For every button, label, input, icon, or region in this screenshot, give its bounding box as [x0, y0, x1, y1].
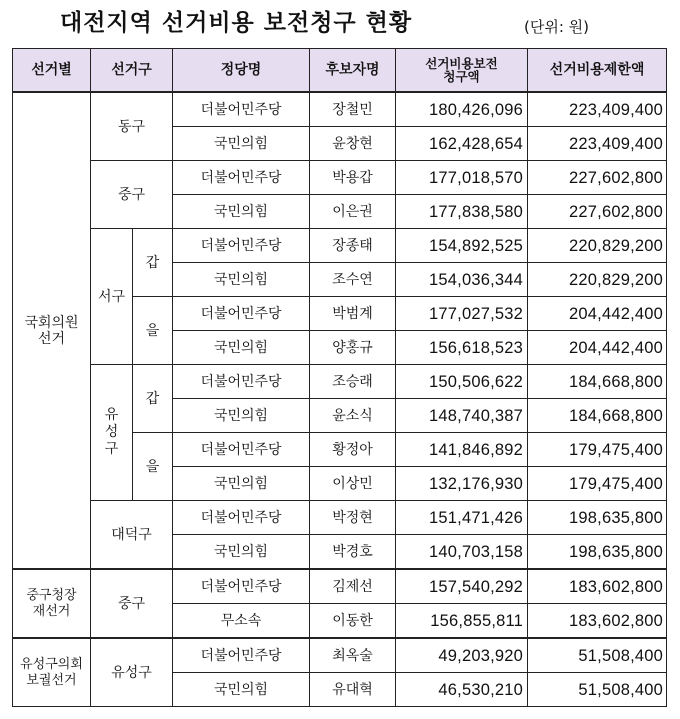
claim-cell: 140,703,158 — [396, 535, 528, 570]
header-claim-line2: 청구액 — [443, 69, 480, 84]
unit-note: (단위: 원) — [524, 18, 589, 36]
candidate-cell: 황정아 — [310, 433, 396, 467]
district-daedeokgu: 대덕구 — [91, 501, 173, 570]
table-row — [13, 365, 667, 399]
party-cell: 더불어민주당 — [173, 161, 310, 195]
candidate-cell: 박경호 — [310, 535, 396, 570]
candidate-cell: 장종태 — [310, 229, 396, 263]
limit-cell: 227,602,800 — [528, 195, 667, 229]
claim-cell: 132,176,930 — [396, 467, 528, 501]
party-cell: 국민의힘 — [173, 195, 310, 229]
candidate-cell: 김제선 — [310, 569, 396, 604]
claim-cell: 154,036,344 — [396, 263, 528, 297]
district-junggu-2: 중구 — [91, 569, 173, 638]
candidate-cell: 최옥술 — [310, 638, 396, 673]
candidate-cell: 이동한 — [310, 604, 396, 639]
limit-cell: 51,508,400 — [528, 638, 667, 673]
limit-cell: 184,668,800 — [528, 365, 667, 399]
header-candidate: 후보자명 — [310, 49, 396, 93]
limit-cell: 204,442,400 — [528, 297, 667, 331]
party-cell: 더불어민주당 — [173, 501, 310, 535]
claim-cell: 141,846,892 — [396, 433, 528, 467]
party-cell: 국민의힘 — [173, 263, 310, 297]
header-election: 선거별 — [13, 49, 91, 93]
party-cell: 국민의힘 — [173, 331, 310, 365]
table-row — [13, 569, 667, 604]
party-cell: 국민의힘 — [173, 535, 310, 570]
claim-cell: 151,471,426 — [396, 501, 528, 535]
limit-cell: 183,602,800 — [528, 604, 667, 639]
candidate-cell: 윤소식 — [310, 399, 396, 433]
candidate-cell: 양홍규 — [310, 331, 396, 365]
limit-cell: 183,602,800 — [528, 569, 667, 604]
candidate-cell: 박용갑 — [310, 161, 396, 195]
limit-cell: 198,635,800 — [528, 535, 667, 570]
claim-cell: 177,018,570 — [396, 161, 528, 195]
header-party: 정당명 — [173, 49, 310, 93]
party-cell: 무소속 — [173, 604, 310, 639]
table-row — [13, 501, 667, 535]
subdistrict-gap: 갑 — [133, 229, 173, 297]
limit-cell: 227,602,800 — [528, 161, 667, 195]
limit-cell: 223,409,400 — [528, 92, 667, 127]
party-cell: 더불어민주당 — [173, 229, 310, 263]
header-district: 선거구 — [91, 49, 173, 93]
header-claim-line1: 선거비용보전 — [425, 56, 498, 71]
limit-cell: 198,635,800 — [528, 501, 667, 535]
party-cell: 더불어민주당 — [173, 638, 310, 673]
claim-cell: 150,506,622 — [396, 365, 528, 399]
claim-cell: 148,740,387 — [396, 399, 528, 433]
subdistrict-gap: 갑 — [133, 365, 173, 433]
claim-cell: 177,027,532 — [396, 297, 528, 331]
party-cell: 국민의힘 — [173, 673, 310, 707]
limit-cell: 184,668,800 — [528, 399, 667, 433]
candidate-cell: 이상민 — [310, 467, 396, 501]
claim-cell: 49,203,920 — [396, 638, 528, 673]
party-cell: 국민의힘 — [173, 127, 310, 161]
header-limit: 선거비용제한액 — [528, 49, 667, 93]
district-donggu: 동구 — [91, 92, 173, 161]
claim-cell: 180,426,096 — [396, 92, 528, 127]
district-yuseonggu — [91, 365, 133, 501]
party-cell: 더불어민주당 — [173, 433, 310, 467]
candidate-cell: 박범계 — [310, 297, 396, 331]
header-row — [13, 49, 667, 93]
group-national-assembly: 국회의원 선거 — [13, 92, 91, 569]
table-row — [13, 229, 667, 263]
claim-cell: 154,892,525 — [396, 229, 528, 263]
limit-cell: 220,829,200 — [528, 229, 667, 263]
limit-cell: 179,475,400 — [528, 467, 667, 501]
party-cell: 더불어민주당 — [173, 92, 310, 127]
candidate-cell: 이은권 — [310, 195, 396, 229]
district-junggu: 중구 — [91, 161, 173, 229]
claim-cell: 156,855,811 — [396, 604, 528, 639]
limit-cell: 51,508,400 — [528, 673, 667, 707]
party-cell: 더불어민주당 — [173, 365, 310, 399]
limit-cell: 223,409,400 — [528, 127, 667, 161]
subdistrict-eul: 을 — [133, 297, 173, 365]
table-row — [13, 638, 667, 673]
claim-cell: 46,530,210 — [396, 673, 528, 707]
candidate-cell: 박정현 — [310, 501, 396, 535]
limit-cell: 204,442,400 — [528, 331, 667, 365]
group-yuseong-council-byelection: 유성구의회 보궐선거 — [13, 638, 91, 707]
header-claim — [396, 49, 528, 93]
candidate-cell: 장철민 — [310, 92, 396, 127]
district-seogu: 서구 — [91, 229, 133, 365]
claim-cell: 156,618,523 — [396, 331, 528, 365]
party-cell: 더불어민주당 — [173, 569, 310, 604]
claim-cell: 177,838,580 — [396, 195, 528, 229]
table-row — [13, 92, 667, 127]
candidate-cell: 조승래 — [310, 365, 396, 399]
claim-cell: 157,540,292 — [396, 569, 528, 604]
party-cell: 국민의힘 — [173, 399, 310, 433]
page-title: 대전지역 선거비용 보전청구 현황 — [60, 10, 413, 36]
candidate-cell: 윤창현 — [310, 127, 396, 161]
limit-cell: 220,829,200 — [528, 263, 667, 297]
cost-table — [12, 48, 667, 707]
party-cell: 더불어민주당 — [173, 297, 310, 331]
district-yuseonggu-label: 유성구 — [104, 407, 119, 457]
district-yuseonggu-2: 유성구 — [91, 638, 173, 707]
table-row — [13, 161, 667, 195]
candidate-cell: 유대혁 — [310, 673, 396, 707]
subdistrict-eul: 을 — [133, 433, 173, 501]
claim-cell: 162,428,654 — [396, 127, 528, 161]
group-junggu-mayor-reelection: 중구청장 재선거 — [13, 569, 91, 638]
candidate-cell: 조수연 — [310, 263, 396, 297]
party-cell: 국민의힘 — [173, 467, 310, 501]
limit-cell: 179,475,400 — [528, 433, 667, 467]
